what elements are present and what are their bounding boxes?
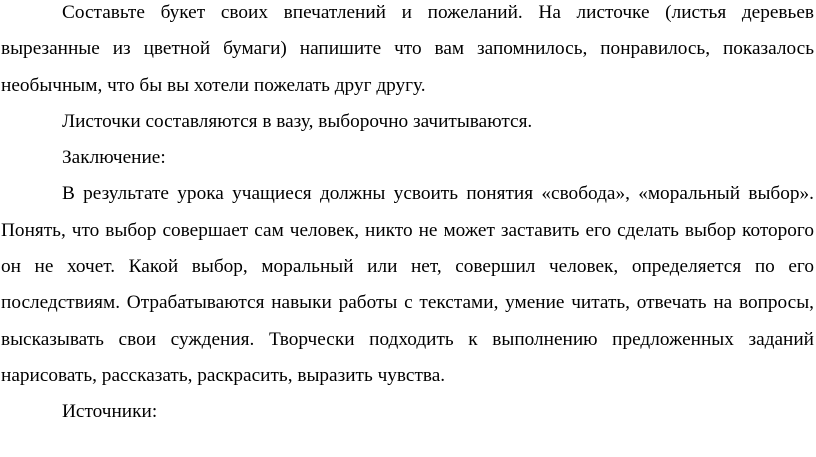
paragraph-lesson-result: В результате урока учащиеся должны усвоить понятия «свобода», «моральный выбор». Понять, что выбор совершает сам человек, никто не может заставить его сделать выбор которого он не хочет. Какой выбор, моральный или нет, совершил человек, определяется по его последствиям. Отрабатываются навыки работы с текстами, умение читать, отвечать на вопросы, высказывать свои суждения. Творчески подходить к выполнению предложенных заданий нарисовать, рассказать, раскрасить, выразить чувства.: [1, 183, 814, 386]
paragraph-bouquet-task: Составьте букет своих впечатлений и пожеланий. На листочке (листья деревьев вырезанные из цветной бумаги) напишите что вам запомнилось, понравилось, показалось необычным, что бы вы хотели пожелать друг другу.: [1, 2, 814, 96]
heading-sources: Источники:: [62, 401, 158, 423]
heading-conclusion: Заключение:: [62, 147, 166, 169]
paragraph-leaves-vase: Листочки составляются в вазу, выборочно зачитываются.: [62, 110, 533, 132]
